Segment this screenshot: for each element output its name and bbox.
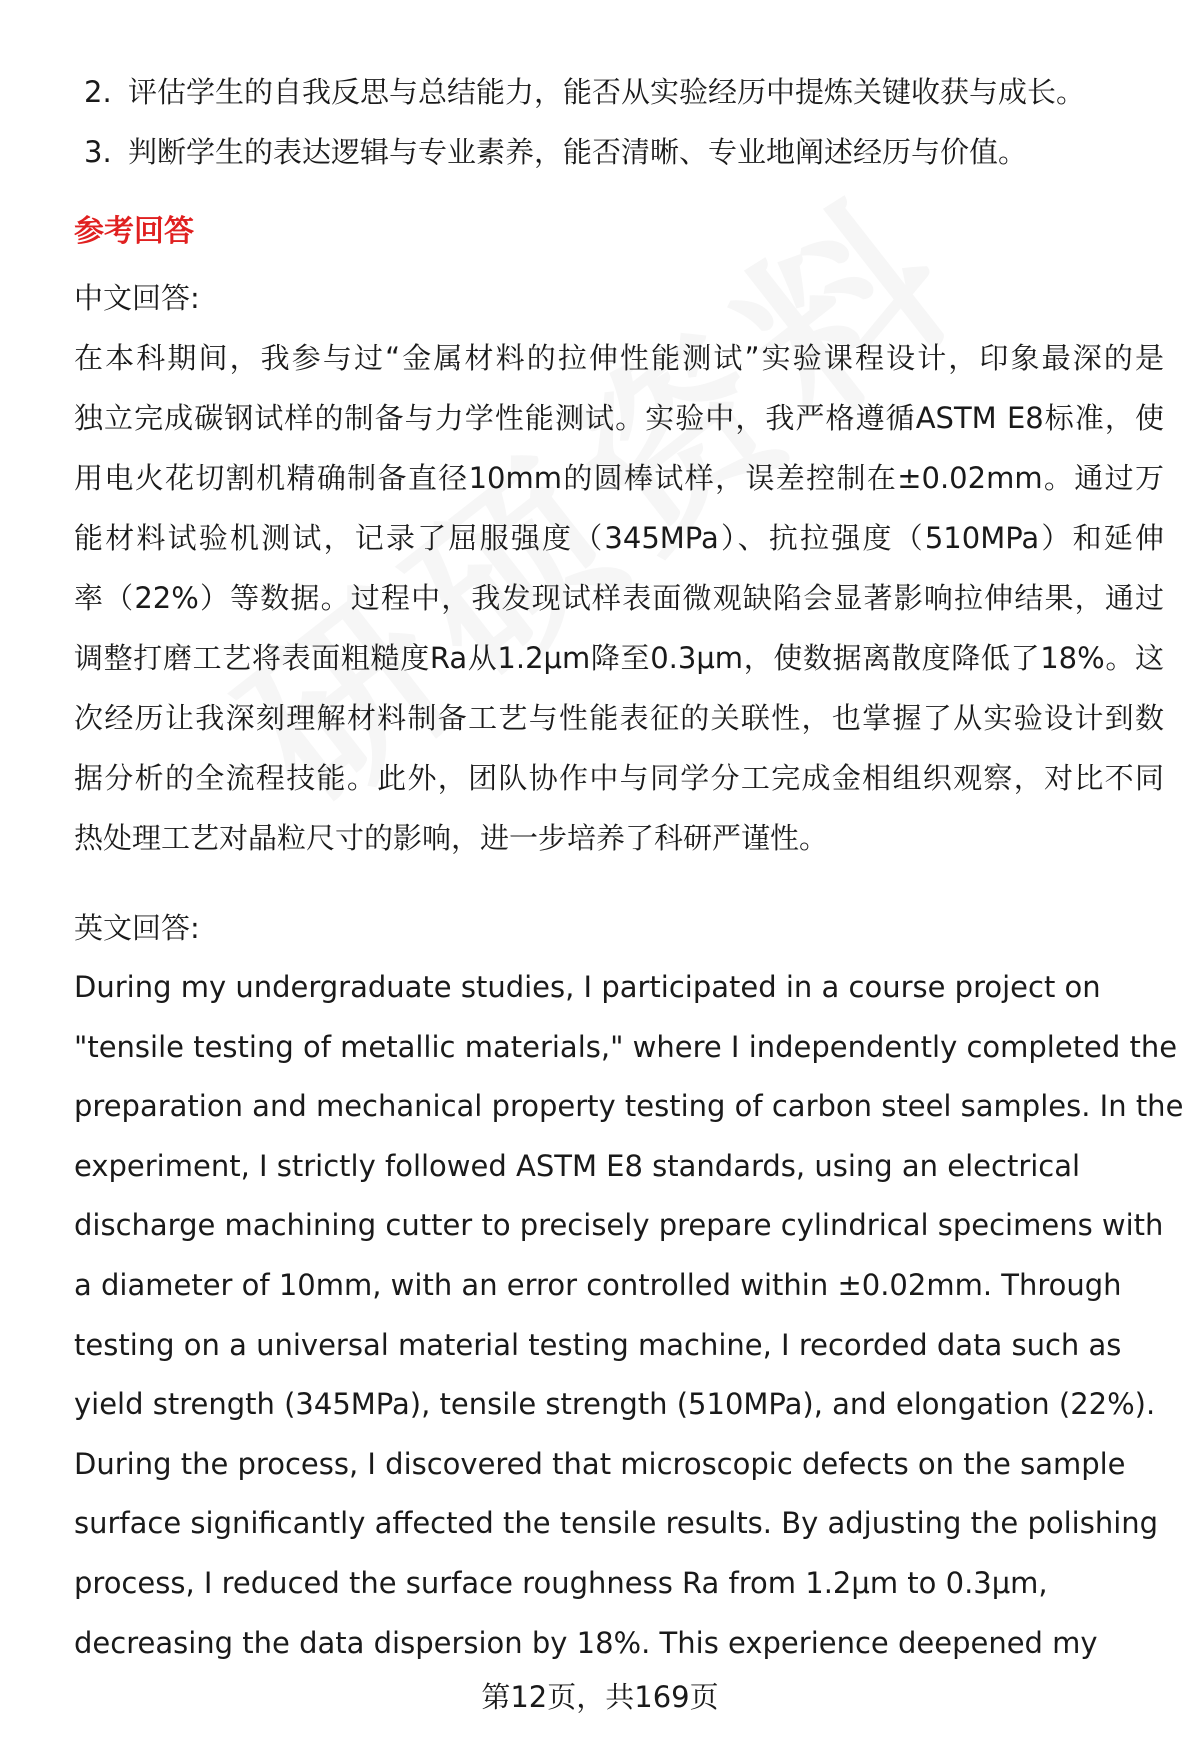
paragraph-line: "tensile testing of metallic materials," where I independently completed the <box>74 1029 1178 1064</box>
paragraph-spacer <box>74 868 1164 898</box>
list-text: 评估学生的自我反思与总结能力，能否从实验经历中提炼关键收获与成长。 <box>128 75 1086 109</box>
list-number: 2. <box>84 75 112 109</box>
paragraph-line: process, I reduced the surface roughness Ra from 1.2μm to 0.3μm, <box>74 1565 1048 1600</box>
paragraph-line: 在本科期间，我参与过“金属材料的拉伸性能测试”实验课程设计，印象最深的是 <box>74 341 1164 375</box>
paragraph-line: 率（22%）等数据。过程中，我发现试样表面微观缺陷会显著影响拉伸结果，通过 <box>74 581 1164 615</box>
page-number-footer: 第12页，共169页 <box>481 1680 719 1714</box>
paragraph-line: During my undergraduate studies, I participated in a course project on <box>74 970 1101 1004</box>
chinese-answer-paragraph <box>74 328 1164 868</box>
paragraph-line: preparation and mechanical property testing of carbon steel samples. In the <box>74 1089 1184 1124</box>
paragraph-line: 独立完成碳钢试样的制备与力学性能测试。实验中，我严格遵循ASTM E8标准，使 <box>74 401 1164 435</box>
paragraph-line: decreasing the data dispersion by 18%. This experience deepened my <box>74 1625 1098 1660</box>
paragraph-line: 据分析的全流程技能。此外，团队协作中与同学分工完成金相组织观察，对比不同 <box>74 761 1164 795</box>
chinese-answer-label: 中文回答: <box>74 281 200 315</box>
paragraph-line: surface significantly affected the tensile results. By adjusting the polishing <box>74 1506 1159 1541</box>
paragraph-line: 用电火花切割机精确制备直径10mm的圆棒试样，误差控制在±0.02mm。通过万 <box>74 461 1164 495</box>
english-answer-label: 英文回答: <box>74 911 200 945</box>
paragraph-line: 能材料试验机测试，记录了屈服强度（345MPa）、抗拉强度（510MPa）和延伸 <box>74 521 1164 555</box>
reference-answer-heading: 参考回答 <box>74 214 194 249</box>
paragraph-line: experiment, I strictly followed ASTM E8 standards, using an electrical <box>74 1148 1081 1183</box>
paragraph-line: 次经历让我深刻理解材料制备工艺与性能表征的关联性，也掌握了从实验设计到数 <box>74 701 1164 735</box>
paragraph-line: testing on a universal material testing machine, I recorded data such as <box>74 1327 1122 1362</box>
paragraph-line: a diameter of 10mm, with an error controlled within ±0.02mm. Through <box>74 1267 1122 1302</box>
list-item <box>74 62 1164 122</box>
list-text: 判断学生的表达逻辑与专业素养，能否清晰、专业地阐述经历与价值。 <box>128 135 1028 169</box>
english-answer-paragraph <box>74 958 1184 1673</box>
paragraph-line: During the process, I discovered that microscopic defects on the sample <box>74 1446 1126 1481</box>
paragraph-line: 调整打磨工艺将表面粗糙度Ra从1.2μm降至0.3μm，使数据离散度降低了18%。这 <box>74 641 1164 675</box>
list-number: 3. <box>84 135 112 169</box>
list-item <box>74 122 1164 182</box>
evaluation-list <box>74 62 1164 182</box>
paragraph-line: 热处理工艺对晶粒尺寸的影响，进一步培养了科研严谨性。 <box>74 821 829 855</box>
content-area <box>74 62 1184 1673</box>
paragraph-line: yield strength (345MPa), tensile strength (510MPa), and elongation (22%). <box>74 1387 1156 1422</box>
paragraph-line: discharge machining cutter to precisely prepare cylindrical specimens with <box>74 1208 1164 1243</box>
